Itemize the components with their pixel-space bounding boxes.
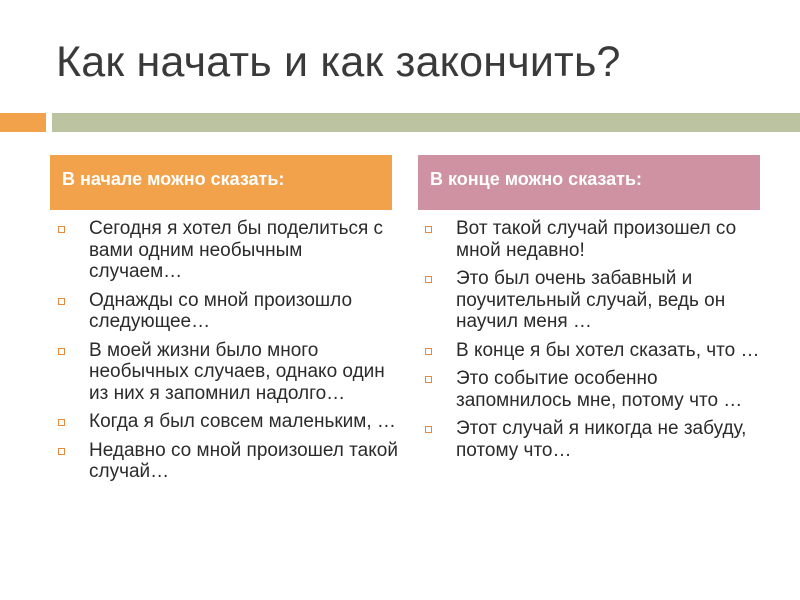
list-item-text: Сегодня я хотел бы поделиться с вами одним необычным случаем… bbox=[89, 218, 384, 282]
list-item-text: Этот случай я никогда не забуду, потому что… bbox=[456, 418, 747, 461]
left-phrase-list bbox=[58, 218, 398, 490]
decorative-bar-olive bbox=[52, 113, 800, 132]
square-bullet-icon bbox=[58, 419, 65, 426]
list-item bbox=[58, 411, 398, 433]
square-bullet-icon bbox=[425, 348, 432, 355]
list-item-text: Вот такой случай произошел со мной недавно! bbox=[456, 218, 737, 261]
square-bullet-icon bbox=[425, 426, 432, 433]
list-item bbox=[58, 218, 398, 283]
square-bullet-icon bbox=[58, 348, 65, 355]
list-item-text: Однажды со мной произошло следующее… bbox=[89, 289, 353, 332]
decorative-bar-orange bbox=[0, 113, 46, 132]
list-item-text: В конце я бы хотел сказать, что … bbox=[456, 339, 760, 361]
list-item bbox=[425, 340, 770, 362]
list-item bbox=[425, 268, 770, 333]
square-bullet-icon bbox=[58, 226, 65, 233]
square-bullet-icon bbox=[425, 376, 432, 383]
square-bullet-icon bbox=[425, 276, 432, 283]
list-item-text: В моей жизни было много необычных случаев, однако один из них я запомнил надолго… bbox=[89, 339, 385, 404]
square-bullet-icon bbox=[425, 226, 432, 233]
list-item bbox=[425, 218, 770, 261]
list-item bbox=[58, 290, 398, 333]
list-item bbox=[58, 440, 398, 483]
slide-title: Как начать и как закончить? bbox=[56, 38, 621, 86]
list-item bbox=[425, 368, 770, 411]
right-phrase-list bbox=[425, 218, 770, 468]
list-item bbox=[425, 418, 770, 461]
right-column-header: В конце можно сказать: bbox=[418, 155, 760, 210]
square-bullet-icon bbox=[58, 298, 65, 305]
list-item-text: Это был очень забавный и поучительный случай, ведь он научил меня … bbox=[456, 268, 726, 332]
square-bullet-icon bbox=[58, 448, 65, 455]
list-item-text: Недавно со мной произошел такой случай… bbox=[89, 439, 398, 482]
list-item-text: Это событие особенно запомнилось мне, потому что … bbox=[456, 368, 743, 411]
list-item bbox=[58, 340, 398, 405]
list-item-text: Когда я был совсем маленьким, … bbox=[89, 411, 396, 432]
left-column-header: В начале можно сказать: bbox=[50, 155, 392, 210]
